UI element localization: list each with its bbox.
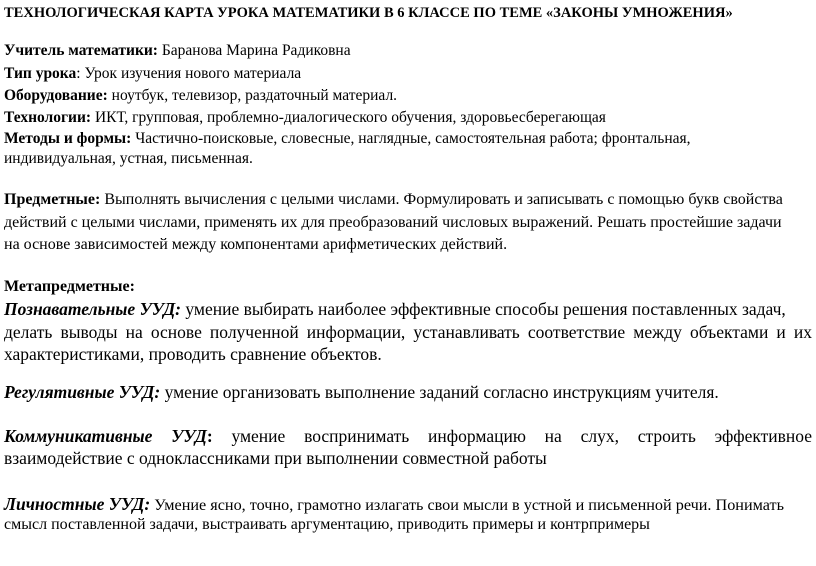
regulatory-label: Регулятивные УУД: bbox=[4, 382, 161, 402]
methods-value-1: Частично-поисковые, словесные, наглядные, самостоятельная работа; фронтальная, bbox=[131, 130, 691, 147]
teacher-line bbox=[4, 43, 812, 59]
communicative-line-2: взаимодействие с одноклассниками при выполнении совместной работы bbox=[4, 448, 547, 468]
cognitive-value-1: умение выбирать наиболее эффективные способы решения поставленных задач, bbox=[181, 299, 786, 319]
teacher-value: Баранова Марина Радиковна bbox=[157, 42, 351, 59]
meta-subject-heading: Метапредметные: bbox=[4, 278, 135, 295]
communicative-label: Коммуникативные УУД bbox=[4, 426, 207, 446]
subject-value-1: Выполнять вычисления с целыми числами. Формулировать и записывать с помощью букв свойства bbox=[100, 191, 783, 208]
communicative-colon: : bbox=[206, 426, 213, 446]
lesson-type-label: Тип урока bbox=[4, 65, 77, 82]
cognitive-line-3: характеристиками, проводить сравнение объектов. bbox=[4, 344, 382, 364]
technologies-label: Технологии: bbox=[4, 109, 92, 126]
personal-value-1: Умение ясно, точно, грамотно излагать свои мысли в устной и письменной речи. Понимать bbox=[150, 496, 784, 514]
lesson-type-value: : Урок изучения нового материала bbox=[76, 65, 302, 82]
methods-line-2: индивидуальная, устная, письменная. bbox=[4, 150, 253, 167]
communicative-value-1: умение воспринимать информацию на слух, строить эффективное bbox=[212, 426, 813, 446]
personal-line-1 bbox=[4, 496, 812, 514]
regulatory-line bbox=[4, 384, 812, 402]
methods-line-1 bbox=[4, 131, 812, 147]
subject-line-3: на основе зависимостей между компонентами арифметических действий. bbox=[4, 236, 508, 253]
subject-label: Предметные: bbox=[4, 191, 101, 208]
document-title: ТЕХНОЛОГИЧЕСКАЯ КАРТА УРОКА МАТЕМАТИКИ В 6 КЛАССЕ ПО ТЕМЕ «ЗАКОНЫ УМНОЖЕНИЯ» bbox=[4, 5, 733, 21]
teacher-label: Учитель математики: bbox=[4, 42, 158, 59]
personal-line-2: смысл поставленной задачи, выстраивать аргументацию, приводить примеры и контрпримеры bbox=[4, 516, 650, 533]
regulatory-value: умение организовать выполнение заданий согласно инструкциям учителя. bbox=[160, 382, 719, 402]
personal-label: Личностные УУД: bbox=[4, 494, 151, 514]
cognitive-line-2: делать выводы на основе полученной информации, устанавливать соответствие между объектами и их bbox=[4, 322, 812, 342]
technologies-line bbox=[4, 110, 812, 126]
equipment-value: ноутбук, телевизор, раздаточный материал. bbox=[107, 87, 398, 104]
subject-line-2: действий с целыми числами, применять их для преобразований числовых выражений. Решать простейшие задачи bbox=[4, 214, 782, 231]
communicative-line-1 bbox=[4, 428, 812, 446]
cognitive-label: Познавательные УУД: bbox=[4, 299, 181, 319]
lesson-type-line bbox=[4, 66, 812, 82]
technologies-value: ИКТ, групповая, проблемно-диалогического обучения, здоровьесберегающая bbox=[91, 109, 606, 126]
subject-line-1 bbox=[4, 192, 812, 208]
cognitive-line-1 bbox=[4, 301, 812, 319]
equipment-label: Оборудование: bbox=[4, 87, 108, 104]
methods-label: Методы и формы: bbox=[4, 130, 132, 147]
equipment-line bbox=[4, 88, 812, 104]
